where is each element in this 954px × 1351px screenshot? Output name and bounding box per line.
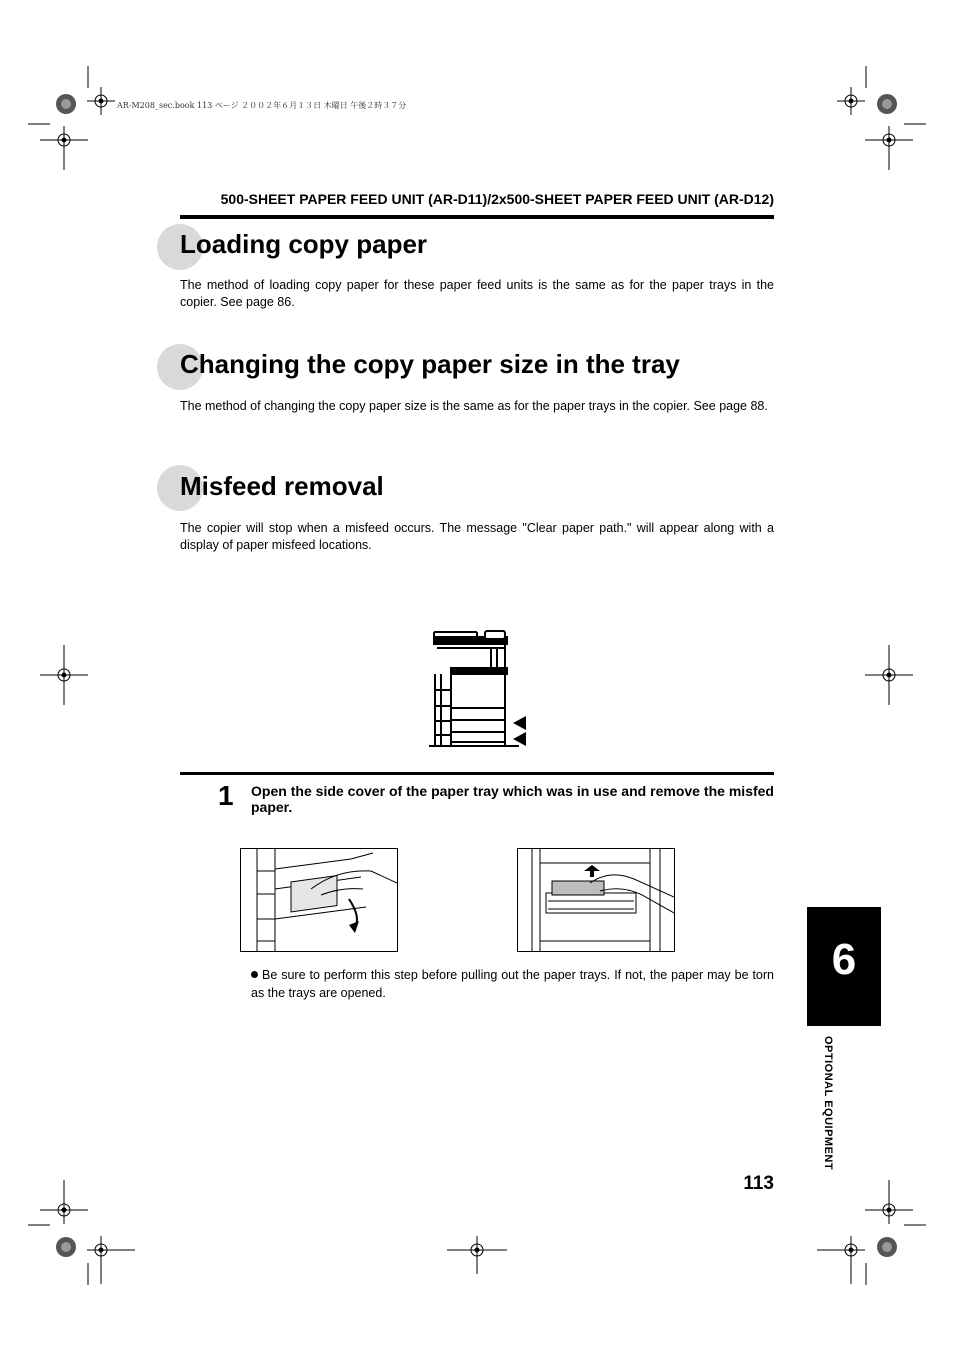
registration-mark-icon	[865, 645, 913, 705]
section-heading: Changing the copy paper size in the tray	[180, 349, 680, 379]
step-number: 1	[218, 780, 234, 811]
registration-mark-icon	[40, 645, 88, 705]
section-heading: Loading copy paper	[180, 229, 428, 259]
step-note-text: Be sure to perform this step before pulling out the paper trays. If not, the paper may be torn as the trays are opened.	[251, 968, 774, 1000]
step-rule	[180, 772, 774, 775]
section-heading: Misfeed removal	[180, 471, 384, 501]
chapter-number: 6	[831, 935, 857, 984]
color-target-icon	[56, 1237, 76, 1257]
registration-mark-icon	[87, 87, 115, 115]
side-cover-illustration	[241, 849, 397, 951]
figure-open-side-cover	[240, 848, 398, 952]
page-number: 113	[743, 1173, 774, 1194]
chapter-label: OPTIONAL EQUIPMENT	[822, 1036, 834, 1171]
running-header: 500-SHEET PAPER FEED UNIT (AR-D11)/2x500-SHEET PAPER FEED UNIT (AR-D12)	[220, 191, 774, 207]
color-target-icon	[56, 94, 76, 114]
step-note	[251, 966, 774, 1002]
step-instruction: Open the side cover of the paper tray which was in use and remove the misfed paper.	[251, 783, 774, 815]
registration-mark-icon	[865, 1180, 913, 1224]
registration-mark-icon	[817, 1236, 865, 1284]
registration-mark-icon	[40, 126, 88, 170]
color-target-icon	[877, 1237, 897, 1257]
remove-paper-illustration	[518, 849, 674, 951]
section-body: The method of changing the copy paper size is the same as for the paper trays in the copier. See page 88.	[180, 399, 768, 413]
section-body: The copier will stop when a misfeed occurs. The message "Clear paper path." will appear along with a display of paper misfeed locations.	[180, 521, 774, 552]
registration-mark-icon	[837, 87, 865, 115]
print-slug: AR-M208_sec.book 113 ページ ２００２年６月１３日 木曜日 午後２時３７分	[117, 101, 407, 110]
bullet-dot-icon	[251, 971, 258, 978]
pull-arrow-icon	[584, 865, 600, 871]
copier-diagram-icon	[425, 628, 535, 750]
registration-mark-icon	[40, 1180, 88, 1224]
section-body: The method of loading copy paper for these paper feed units is the same as for the paper trays in the copier. See page 86.	[180, 278, 774, 309]
header-rule	[180, 215, 774, 219]
registration-mark-icon	[865, 126, 913, 170]
registration-mark-icon	[447, 1236, 507, 1274]
misfeed-arrow-icon	[513, 732, 526, 746]
registration-mark-icon	[87, 1236, 135, 1284]
misfeed-arrow-icon	[513, 716, 526, 730]
color-target-icon	[877, 94, 897, 114]
figure-remove-misfed-paper	[517, 848, 675, 952]
open-arrow-icon	[349, 921, 359, 933]
